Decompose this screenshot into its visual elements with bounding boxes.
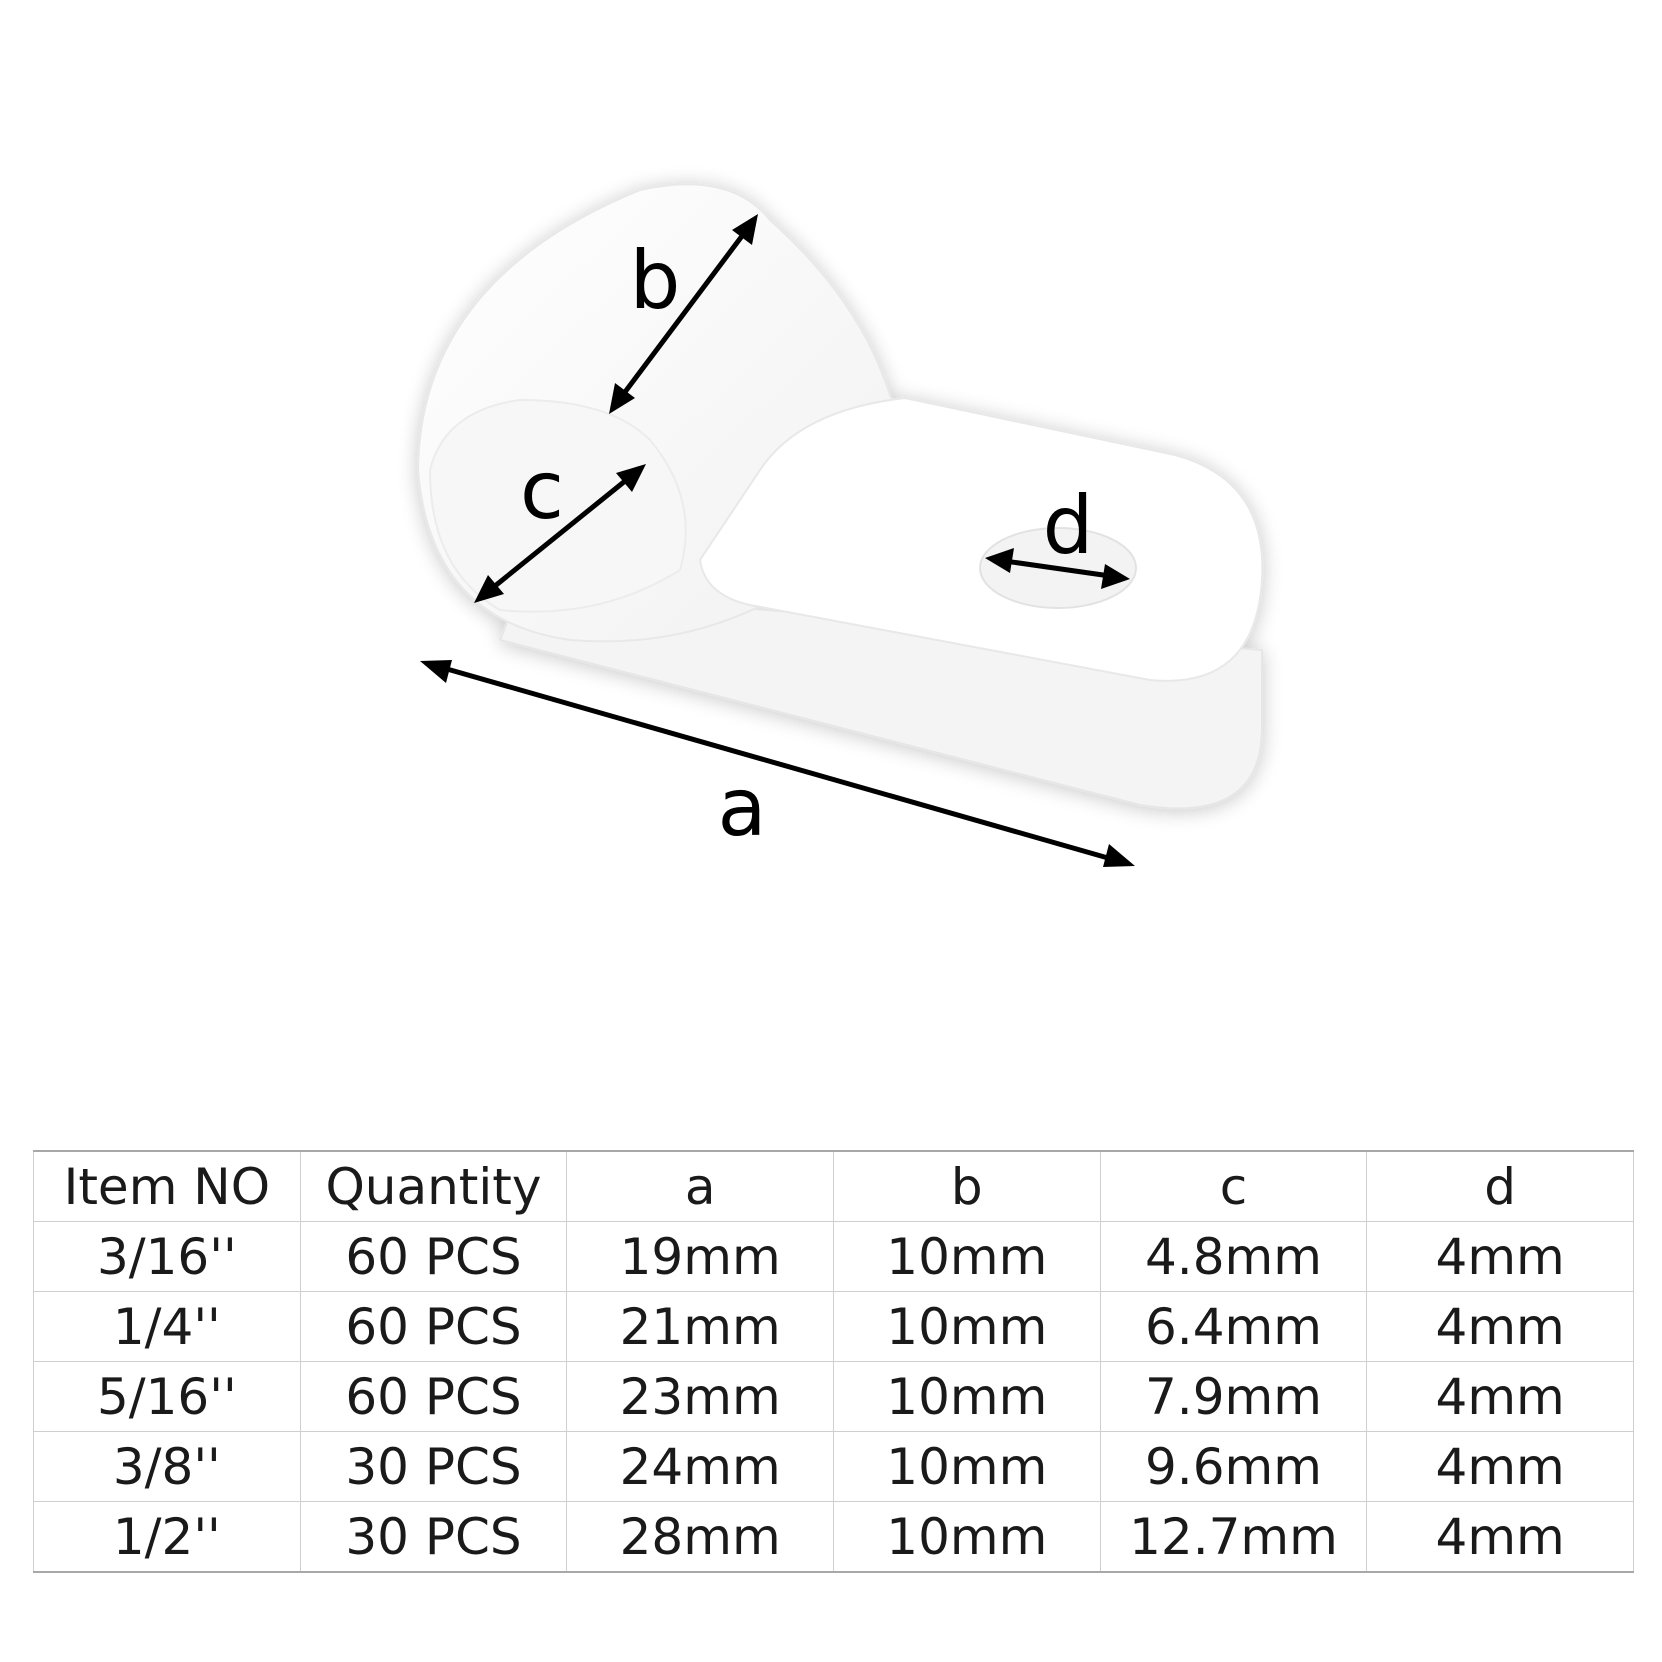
cell-d: 4mm: [1367, 1362, 1634, 1432]
cell-c: 6.4mm: [1100, 1292, 1367, 1362]
cell-b: 10mm: [833, 1292, 1100, 1362]
cell-d: 4mm: [1367, 1502, 1634, 1573]
dimension-label-b: b: [629, 234, 681, 327]
cell-quantity: 60 PCS: [300, 1362, 567, 1432]
cell-c: 4.8mm: [1100, 1222, 1367, 1292]
dimension-label-a: a: [717, 761, 767, 854]
cell-d: 4mm: [1367, 1432, 1634, 1502]
dimension-label-d: d: [1042, 479, 1094, 572]
header-d: d: [1367, 1151, 1634, 1222]
cell-b: 10mm: [833, 1432, 1100, 1502]
cell-d: 4mm: [1367, 1222, 1634, 1292]
cell-a: 28mm: [567, 1502, 834, 1573]
cell-b: 10mm: [833, 1222, 1100, 1292]
cell-c: 9.6mm: [1100, 1432, 1367, 1502]
cell-a: 23mm: [567, 1362, 834, 1432]
table-row: [34, 1502, 1634, 1573]
cell-item-no: 1/2'': [34, 1502, 301, 1573]
table-header-row: [34, 1151, 1634, 1222]
cell-a: 24mm: [567, 1432, 834, 1502]
cell-quantity: 30 PCS: [300, 1432, 567, 1502]
cell-item-no: 1/4'': [34, 1292, 301, 1362]
cell-a: 21mm: [567, 1292, 834, 1362]
header-b: b: [833, 1151, 1100, 1222]
cell-a: 19mm: [567, 1222, 834, 1292]
header-c: c: [1100, 1151, 1367, 1222]
cell-quantity: 60 PCS: [300, 1222, 567, 1292]
cell-c: 12.7mm: [1100, 1502, 1367, 1573]
cell-item-no: 3/16'': [34, 1222, 301, 1292]
cell-item-no: 5/16'': [34, 1362, 301, 1432]
cell-item-no: 3/8'': [34, 1432, 301, 1502]
cell-b: 10mm: [833, 1362, 1100, 1432]
header-quantity: Quantity: [300, 1151, 567, 1222]
cell-quantity: 30 PCS: [300, 1502, 567, 1573]
size-spec-table: [33, 1150, 1634, 1573]
cell-c: 7.9mm: [1100, 1362, 1367, 1432]
cell-d: 4mm: [1367, 1292, 1634, 1362]
cell-quantity: 60 PCS: [300, 1292, 567, 1362]
table-row: [34, 1292, 1634, 1362]
header-item-no: Item NO: [34, 1151, 301, 1222]
dimension-label-c: c: [520, 444, 564, 537]
table-row: [34, 1362, 1634, 1432]
header-a: a: [567, 1151, 834, 1222]
cell-b: 10mm: [833, 1502, 1100, 1573]
table-row: [34, 1432, 1634, 1502]
table-row: [34, 1222, 1634, 1292]
